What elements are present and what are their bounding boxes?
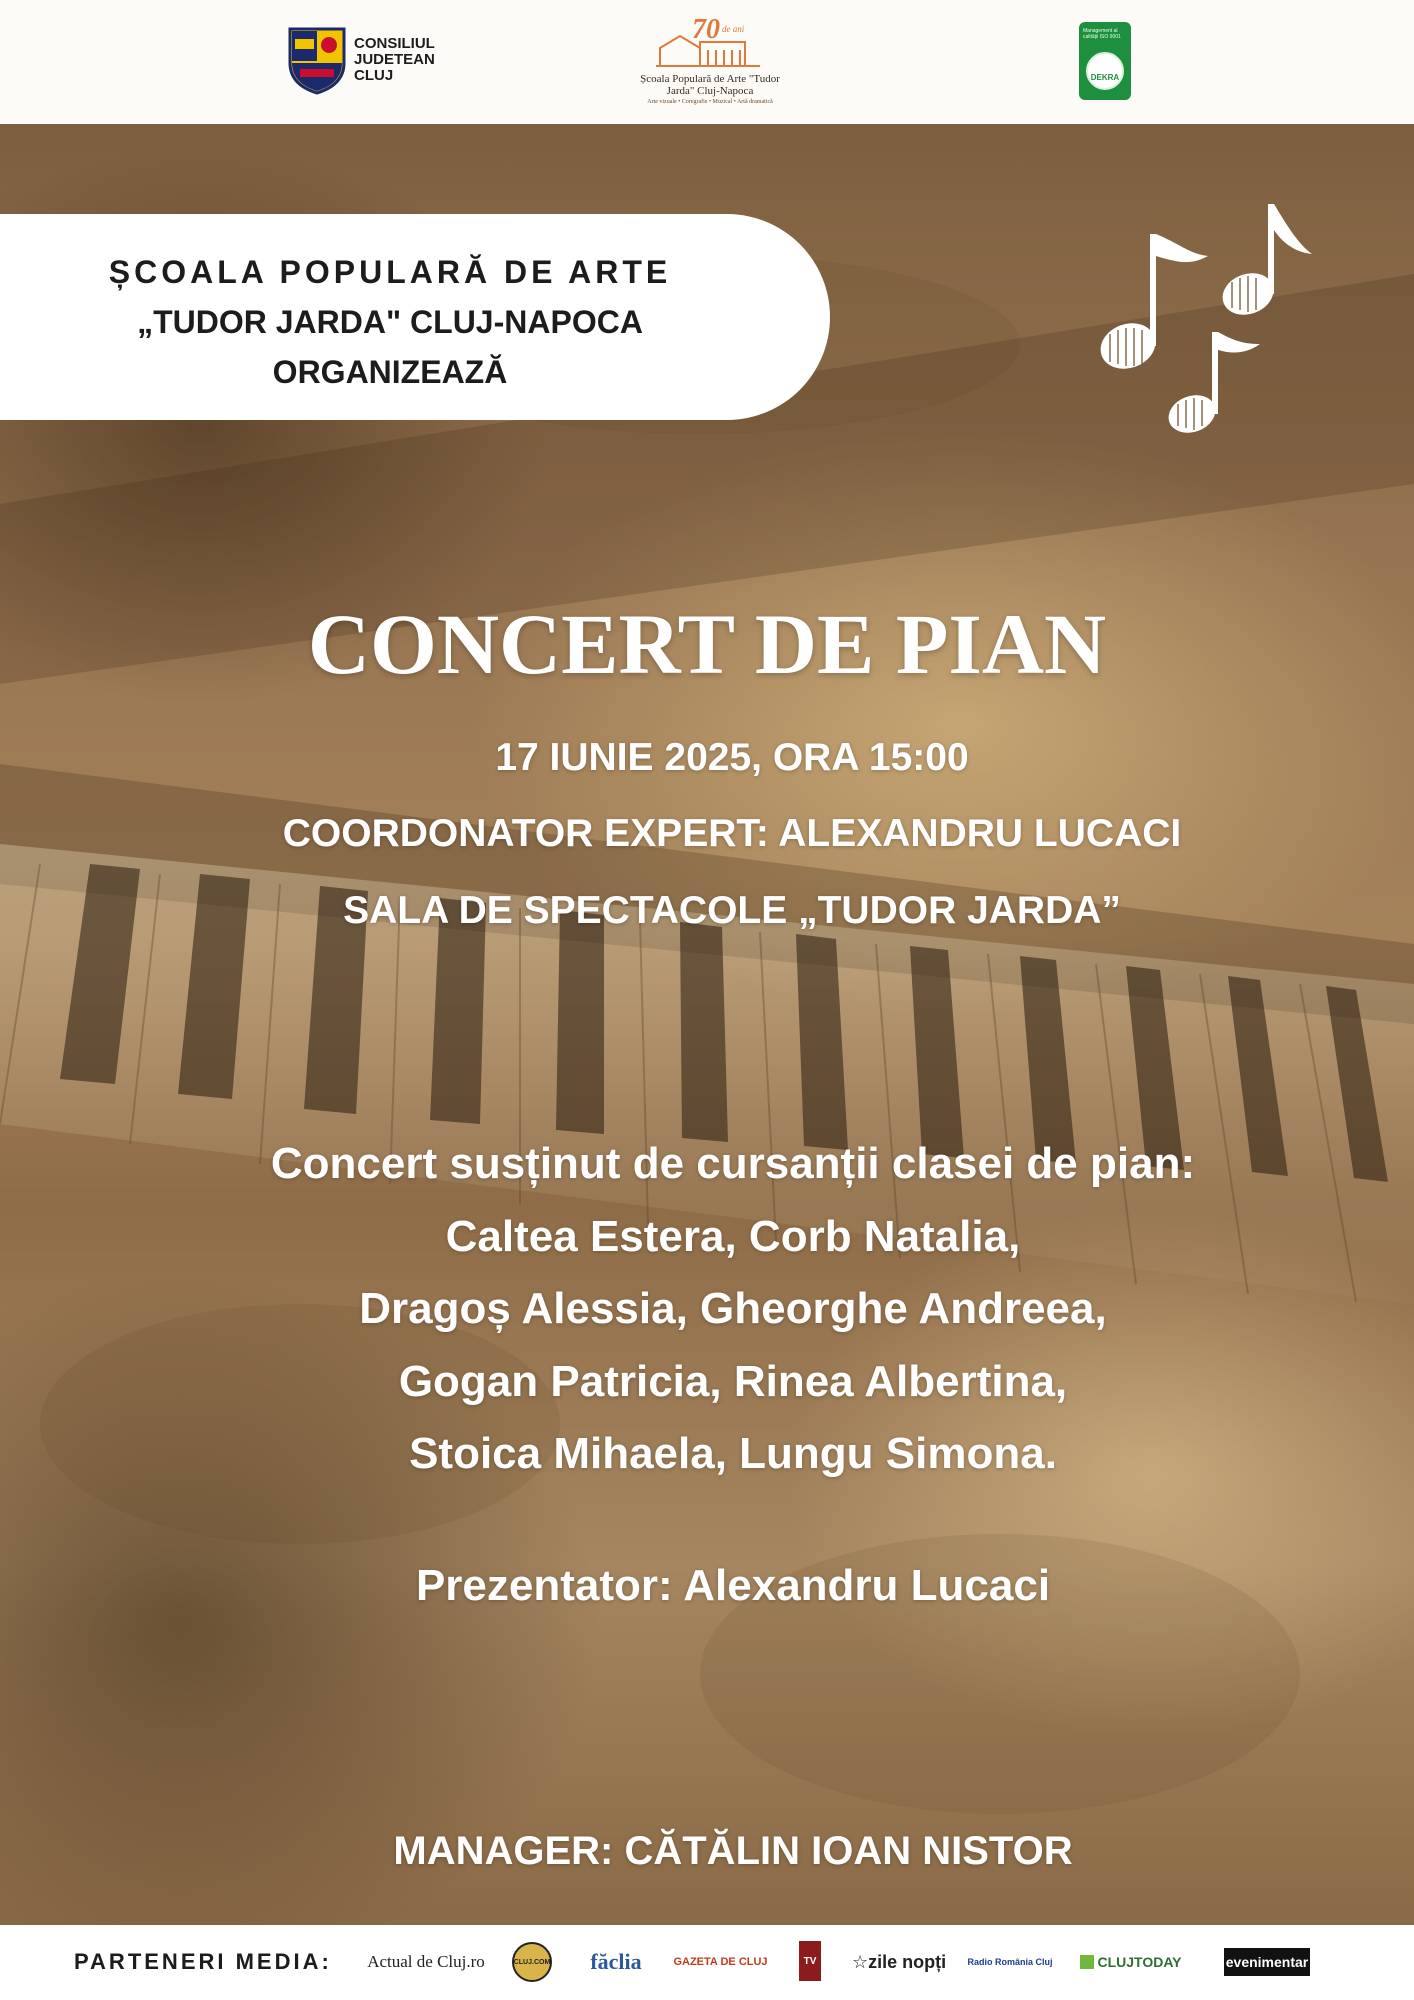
- partner-tv-text: TV: [803, 1955, 817, 1967]
- cj-line-3: CLUJ: [354, 67, 394, 84]
- school-logo-subtitle: Arte vizuale • Coregrafie • Muzical • Artă dramatică: [647, 99, 773, 105]
- event-venue: SALA DE SPECTACOLE „TUDOR JARDA”: [343, 889, 1121, 932]
- partner-faclia: [588, 1945, 644, 1979]
- school-logo-name: Școala Populară de Arte "Tudor Jarda" Cluj-Napoca: [640, 73, 780, 97]
- partner-gazeta-de-cluj: [673, 1945, 768, 1979]
- event-date: 17 IUNIE 2025, ORA 15:00: [495, 736, 969, 779]
- dekra-certification-badge: [1079, 22, 1131, 100]
- dekra-caption: Management al calității ISO 9001: [1083, 28, 1121, 40]
- performers-intro: Concert susținut de cursanții clasei de pian:: [270, 1139, 1196, 1188]
- performers-line-4: Stoica Mihaela, Lungu Simona.: [409, 1429, 1057, 1478]
- partner-actual-de-cluj: [366, 1945, 486, 1979]
- organizer-line-2: „TUDOR JARDA" CLUJ-NAPOCA: [137, 304, 643, 340]
- school-building-icon: [650, 12, 770, 68]
- partner-radio-text: Radio România Cluj: [967, 1957, 1053, 1967]
- cj-line-2: JUDETEAN: [354, 51, 435, 68]
- music-notes-icon: [1090, 194, 1340, 444]
- star-icon: ☆: [851, 1951, 869, 1972]
- partner-clujcom-text: CLUJ.COM: [513, 1958, 551, 1966]
- anniversary-suffix: de ani: [722, 24, 745, 34]
- presenter: Prezentator: Alexandru Lucaci: [415, 1561, 1051, 1610]
- today-square-icon: [1080, 1955, 1094, 1969]
- partner-tv: [799, 1941, 821, 1981]
- partner-gazeta-text: GAZETA DE CLUJ: [673, 1956, 768, 1968]
- concert-title: CONCERT DE PIAN: [307, 596, 1107, 692]
- partner-today-text: CLUJTODAY: [1097, 1954, 1182, 1970]
- dekra-circle-icon: [1086, 52, 1124, 90]
- manager-credit: MANAGER: CĂTĂLIN IOAN NISTOR: [393, 1829, 1073, 1873]
- media-partners-label: PARTENERI MEDIA:: [74, 1949, 332, 1974]
- performers-line-2: Dragoș Alessia, Gheorghe Andreea,: [359, 1284, 1107, 1333]
- partner-zile-text: zile nopți: [868, 1951, 947, 1972]
- organizer-banner: [0, 214, 830, 420]
- performers-line-1: Caltea Estera, Corb Natalia,: [445, 1212, 1021, 1261]
- cluj-coat-of-arms-icon: [286, 25, 348, 95]
- partner-faclia-text: făclia: [590, 1949, 642, 1974]
- organizer-line-1: ȘCOALA POPULARĂ DE ARTE: [108, 254, 672, 290]
- performers-line-3: Gogan Patricia, Rinea Albertina,: [398, 1357, 1068, 1406]
- event-coordinator: COORDONATOR EXPERT: ALEXANDRU LUCACI: [282, 812, 1182, 855]
- organizer-line-3: ORGANIZEAZĂ: [272, 354, 508, 390]
- cj-logo-text: [354, 36, 435, 84]
- poster-background: [0, 124, 1414, 1925]
- partner-actual-text: Actual de Cluj.ro: [367, 1952, 485, 1971]
- partner-zile-si-nopti: [851, 1945, 947, 1979]
- media-partners-footer: [0, 1925, 1414, 2000]
- partner-cluj-today: [1078, 1945, 1184, 1979]
- header-bar: [0, 0, 1414, 124]
- consiliul-judetean-logo: [286, 25, 435, 95]
- radio-mark-icon: [961, 1954, 965, 1970]
- partner-evenimentar: [1224, 1948, 1310, 1976]
- partner-cluj-com: [512, 1942, 552, 1982]
- cj-line-1: CONSILIUL: [354, 35, 435, 52]
- dekra-label: DEKRA: [1090, 73, 1120, 82]
- anniversary-number: 70: [692, 14, 720, 45]
- partner-radio-romania-cluj: [967, 1945, 1053, 1979]
- school-70-years-logo: [640, 12, 780, 105]
- partner-even-text: evenimentar: [1225, 1954, 1309, 1970]
